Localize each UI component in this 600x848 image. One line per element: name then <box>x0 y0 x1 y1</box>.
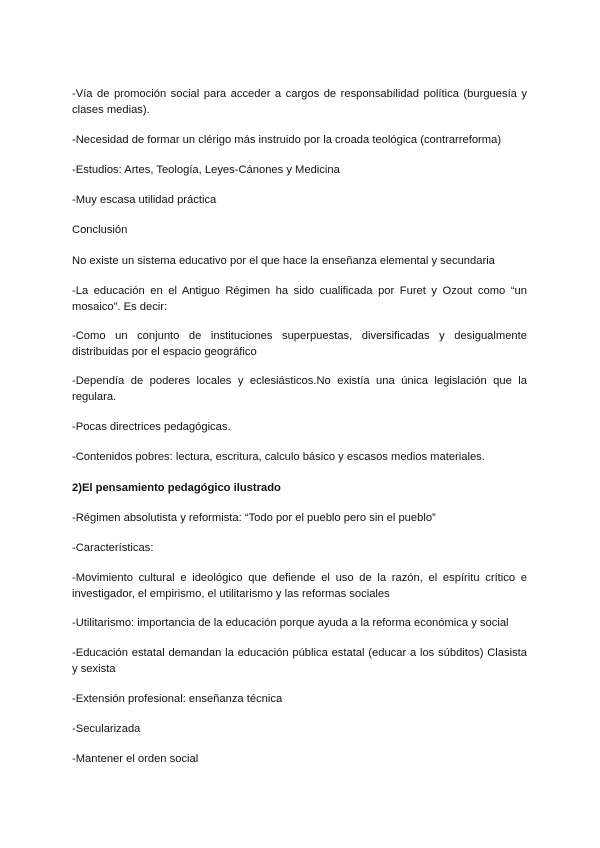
paragraph-secularizada: -Secularizada <box>72 723 141 735</box>
paragraph-extension-profesional: -Extensión profesional: enseñanza técnica <box>72 693 283 705</box>
paragraph-educacion-estatal: -Educación estatal demandan la educación pública estatal (educar a los súbditos) Clasista y sexista <box>72 647 527 675</box>
paragraph-promocion-social: -Vía de promoción social para acceder a cargos de responsabilidad política (burguesía y clases medias). <box>72 88 527 116</box>
paragraph-utilitarismo: -Utilitarismo: importancia de la educación porque ayuda a la reforma económica y social <box>72 617 509 629</box>
paragraph-regimen: -Régimen absolutista y reformista: “Todo por el pueblo pero sin el pueblo” <box>72 512 436 524</box>
paragraph-sistema-educativo: No existe un sistema educativo por el que hace la enseñanza elemental y secundaria <box>72 255 495 267</box>
section-heading: 2)El pensamiento pedagógico ilustrado <box>72 482 281 494</box>
paragraph-caracteristicas: -Características: <box>72 542 154 554</box>
paragraph-movimiento-cultural: -Movimiento cultural e ideológico que defiende el uso de la razón, el espíritu crítico e investigador, el empirismo, el utilitarismo y las reformas sociales <box>72 572 527 600</box>
paragraph-mosaico: -La educación en el Antiguo Régimen ha sido cualificada por Furet y Ozout como “un mosaico”. Es decir: <box>72 285 527 313</box>
paragraph-formar-clerigo: -Necesidad de formar un clérigo más instruido por la croada teológica (contrarreforma) <box>72 134 502 146</box>
paragraph-utilidad-practica: -Muy escasa utilidad práctica <box>72 194 217 206</box>
paragraph-orden-social: -Mantener el orden social <box>72 753 199 765</box>
paragraph-poderes-locales: -Dependía de poderes locales y eclesiásticos.No existía una única legislación que la regulara. <box>72 375 527 403</box>
paragraph-conclusion: Conclusión <box>72 224 128 236</box>
paragraph-directrices: -Pocas directrices pedagógicas. <box>72 421 231 433</box>
paragraph-contenidos: -Contenidos pobres: lectura, escritura, calculo básico y escasos medios materiales. <box>72 451 485 463</box>
paragraph-estudios: -Estudios: Artes, Teología, Leyes-Cánones y Medicina <box>72 164 340 176</box>
paragraph-instituciones: -Como un conjunto de instituciones superpuestas, diversificadas y desigualmente distribuidas por el espacio geográfico <box>72 330 527 358</box>
